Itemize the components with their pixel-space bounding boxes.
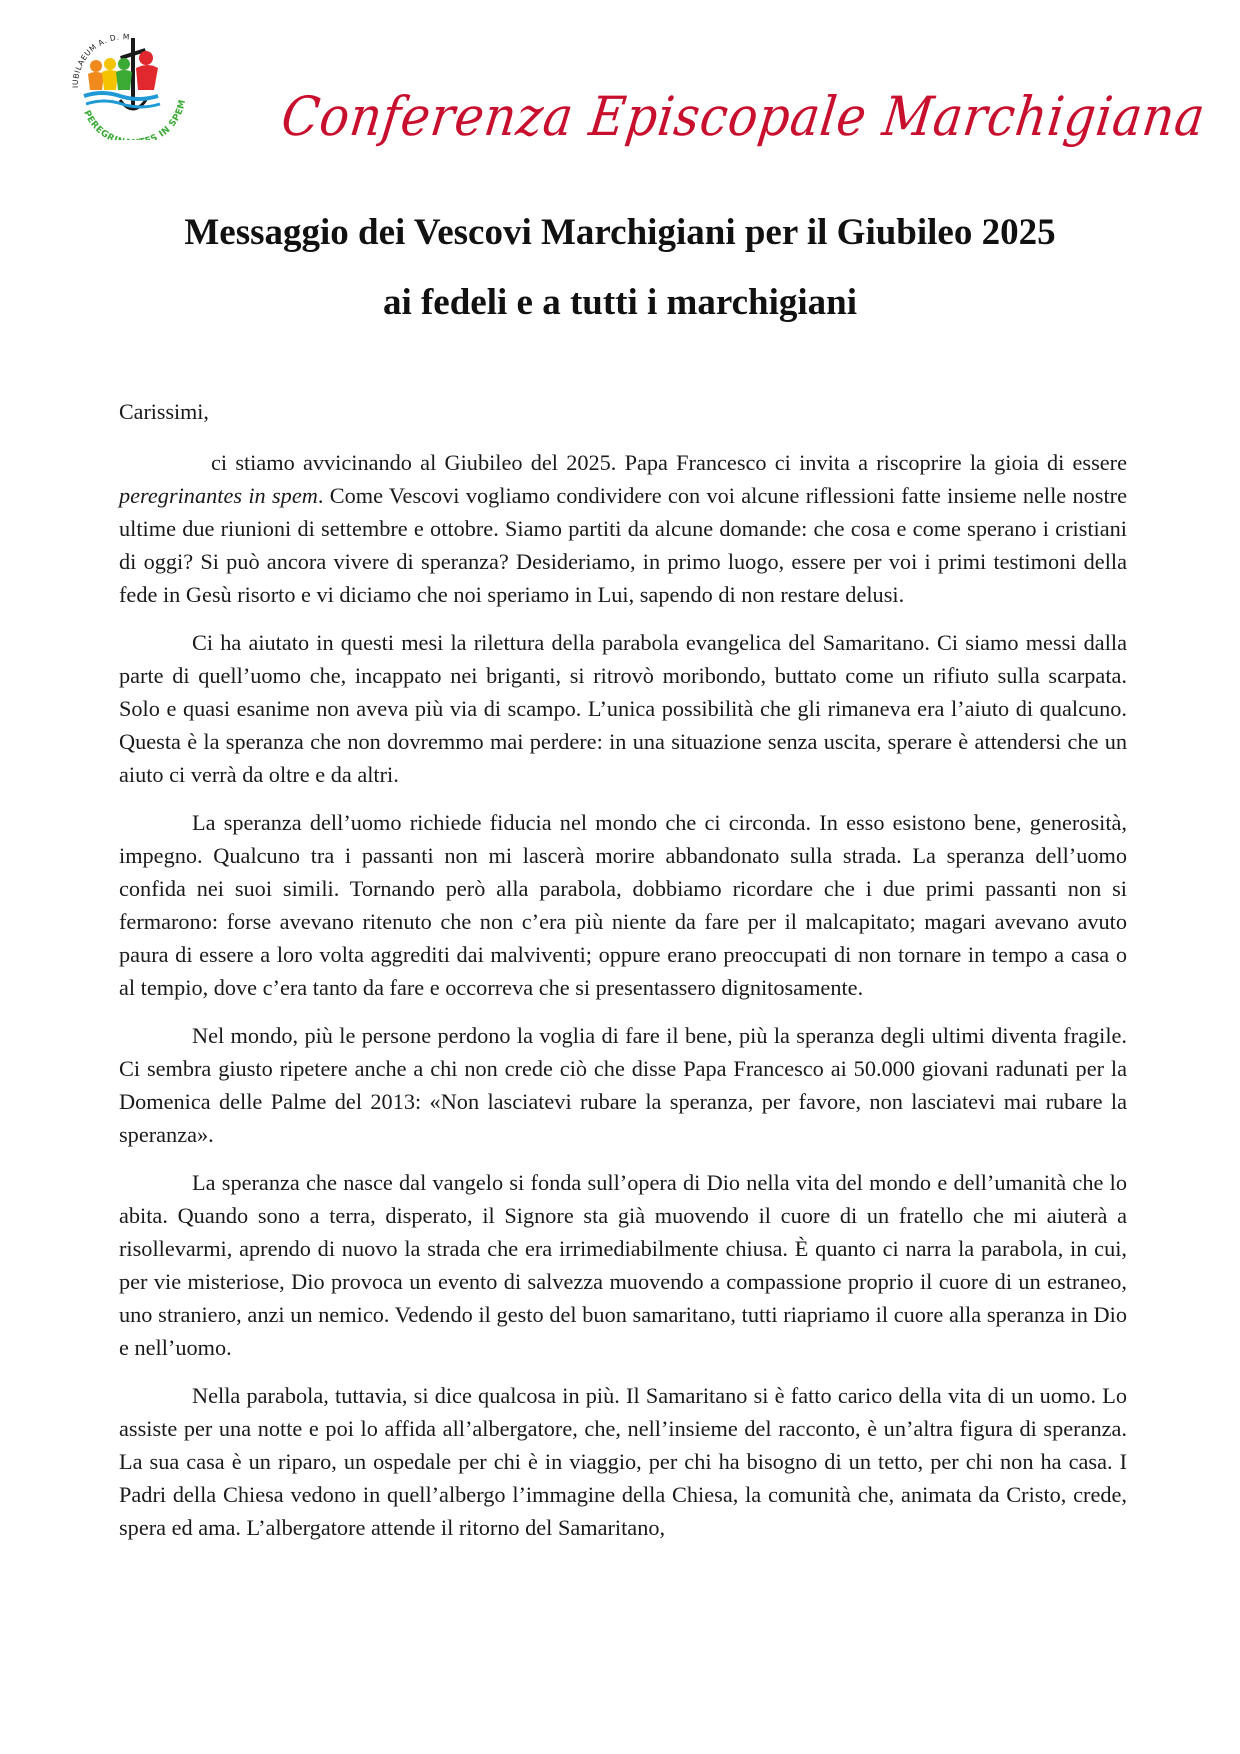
paragraph-3: La speranza dell’uomo richiede fiducia nel mondo che ci circonda. In esso esistono bene, generosità, impegno. Qualcuno tra i passanti non mi lascerà morire abbandonato sulla strada. La speranza dell’uomo confida nei suoi simili. Tornando però alla parabola, dobbiamo ricordare che i due primi passanti non si fermarono: forse avevano ritenuto che non c’era più niente da fare per il malcapitato; magari avevano avuto paura di essere a loro volta aggrediti dai malviventi; oppure erano preoccupati di non tornare in tempo a casa o al tempio, dove c’era tanto da fare e occorreva che si presentassero dignitosamente. bbox=[119, 810, 1127, 1000]
paragraph-1 bbox=[119, 446, 1127, 611]
logo-figure-red bbox=[139, 51, 153, 65]
logo-figure-red-body bbox=[136, 65, 158, 90]
jubilee-2025-logo-icon bbox=[62, 28, 190, 140]
organization-title: Conferenza Episcopale Marchigiana bbox=[278, 85, 1209, 148]
paragraph-1-before: ci stiamo avvicinando al Giubileo del 2025. Papa Francesco ci invita a riscoprire la gioia di essere bbox=[211, 450, 1127, 475]
logo-wave-1 bbox=[84, 93, 158, 99]
letter-body bbox=[119, 446, 1127, 1559]
document-title-line-2: ai fedeli e a tutti i marchigiani bbox=[382, 282, 858, 323]
paragraph-1-after: . Come Vescovi vogliamo condividere con voi alcune riflessioni fatte insieme nelle nostre ultime due riunioni di settembre e ottobre. Siamo partiti da alcune domande: che cosa e come sperano i cristiani di oggi? Si può ancora vivere di speranza? Desideriamo, in primo luogo, essere per voi i primi testimoni della fede in Gesù risorto e vi diciamo che noi speriamo in Lui, sapendo di non restare delusi. bbox=[119, 483, 1127, 607]
paragraph-5: La speranza che nasce dal vangelo si fonda sull’opera di Dio nella vita del mondo e dell’umanità che lo abita. Quando sono a terra, disperato, il Signore sta già muovendo il cuore di un fratello che mi aiuterà a risollevarmi, aprendo di nuovo la strada che era irrimediabilmente chiusa. È quanto ci narra la parabola, in cui, per vie misteriose, Dio provoca un evento di salvezza muovendo a compassione proprio il cuore di un estraneo, uno straniero, anzi un nemico. Vedendo il gesto del buon samaritano, tutti riapriamo il cuore alla speranza in Dio e nell’uomo. bbox=[119, 1170, 1127, 1360]
paragraph-2: Ci ha aiutato in questi mesi la rilettura della parabola evangelica del Samaritano. Ci siamo messi dalla parte di quell’uomo che, incappato nei briganti, si ritrovò moribondo, buttato come un rifiuto sulla scarpata. Solo e quasi esanime non aveva più via di scampo. L’unica possibilità che gli rimaneva era l’aiuto di qualcuno. Questa è la speranza che non dovremmo mai perdere: in una situazione senza uscita, sperare è attendersi che un aiuto ci verrà da oltre e da altri. bbox=[119, 630, 1127, 787]
logo-figure-yellow bbox=[104, 58, 116, 70]
logo-arc-text-top: IUBILAEUM A. D. M bbox=[70, 32, 131, 89]
paragraph-6: Nella parabola, tuttavia, si dice qualcosa in più. Il Samaritano si è fatto carico della vita di un uomo. Lo assiste per una notte e poi lo affida all’albergatore, che, nell’insieme del racconto, è un’altra figura di speranza. La sua casa è un riparo, un ospedale per chi è in viaggio, per chi ha bisogno di un tetto, per chi non ha casa. I Padri della Chiesa vedono in quell’albergo l’immagine della Chiesa, la comunità che, animata da Cristo, crede, spera ed ama. L’albergatore attende il ritorno del Samaritano, bbox=[119, 1383, 1127, 1540]
logo-figure-orange bbox=[90, 60, 102, 72]
logo-arc-text-bottom: PEREGR S IN SPEM bbox=[81, 98, 189, 140]
jubilee-logo-graphic bbox=[62, 28, 190, 140]
salutation: Carissimi, bbox=[119, 399, 209, 424]
paragraph-1-emphasis: peregrinantes in spem bbox=[119, 483, 318, 508]
logo-figure-green-body bbox=[116, 70, 132, 90]
logo-figure-green bbox=[118, 58, 130, 70]
document-title-line-1: Messaggio dei Vescovi Marchigiani per il Giubileo 2025 bbox=[184, 212, 1056, 253]
logo-figure-orange-body bbox=[88, 72, 104, 90]
logo-figure-yellow-body bbox=[102, 70, 118, 90]
paragraph-4: Nel mondo, più le persone perdono la voglia di fare il bene, più la speranza degli ultimi diventa fragile. Ci sembra giusto ripetere anche a chi non crede ciò che disse Papa Francesco ai 50.000 giovani radunati per la Domenica delle Palme del 2013: «Non lasciatevi rubare la speranza, per favore, non lasciatevi mai rubare la speranza». bbox=[119, 1023, 1127, 1147]
